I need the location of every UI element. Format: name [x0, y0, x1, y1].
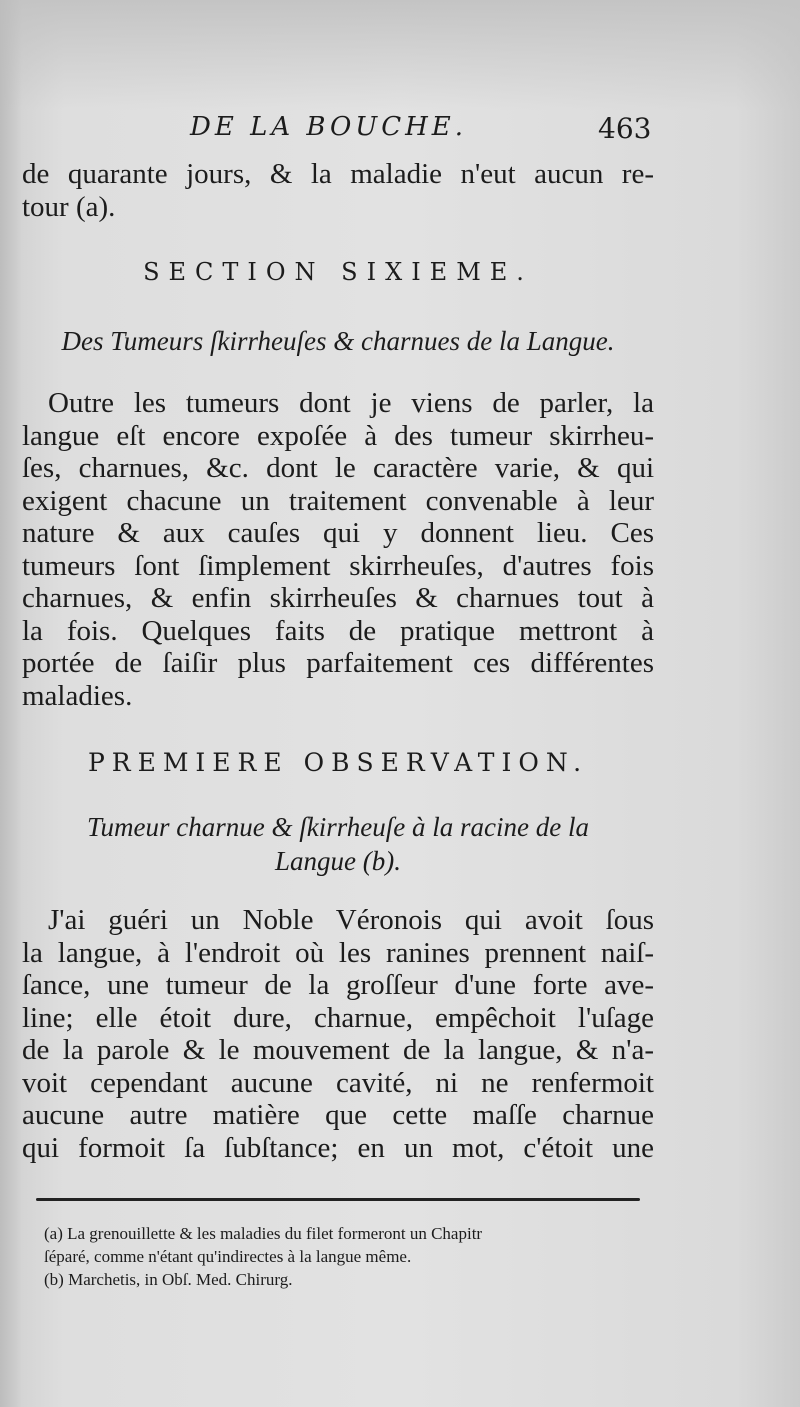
section-paragraph [22, 387, 654, 712]
text-line: nature & aux cauſes qui y donnent lieu. Ces [22, 517, 654, 549]
text-line: tour (a). [22, 190, 116, 223]
section-heading: SECTION SIXIEME. [143, 258, 533, 286]
footnote-line: ſéparé, comme n'étant qu'indirectes à la langue même. [44, 1247, 412, 1266]
text-line: tumeurs ſont ſimplement skirrheuſes, d'autres fois [22, 549, 654, 582]
footnote-line: (b) Marchetis, in Obſ. Med. Chirurg. [44, 1270, 293, 1289]
text-line: line; elle étoit dure, charnue, empêchoit l'uſage [22, 1001, 654, 1034]
continuation-text [22, 158, 654, 223]
running-head: DE LA BOUCHE. [190, 112, 468, 142]
text-line: de quarante jours, & la maladie n'eut aucun re- [22, 158, 654, 190]
page-number: 463 [598, 112, 652, 145]
footnote-rule [36, 1198, 640, 1201]
text-line: J'ai guéri un Noble Véronois qui avoit ſous [48, 904, 654, 936]
text-line: la langue, à l'endroit où les ranines prennent naiſ- [22, 936, 654, 969]
text-line: Outre les tumeurs dont je viens de parler, la [48, 387, 654, 419]
text-line: charnues, & enfin skirrheuſes & charnues tout à [22, 582, 654, 614]
text-line: aucune autre matière que cette maſſe charnue [22, 1099, 654, 1131]
text-line: maladies. [22, 679, 133, 712]
text-line: ſance, une tumeur de la groſſeur d'une forte ave- [22, 969, 654, 1001]
subtitle-line: Langue (b). [275, 846, 401, 876]
text-line: qui formoit ſa ſubſtance; en un mot, c'étoit une [22, 1131, 654, 1164]
footnotes [44, 1222, 644, 1291]
text-line: la fois. Quelques faits de pratique mettront à [22, 614, 654, 647]
observation-subtitle [22, 810, 654, 878]
page-shadow-top [0, 0, 800, 110]
observation-heading: PREMIERE OBSERVATION. [87, 748, 589, 777]
text-line: de la parole & le mouvement de la langue, & n'a- [22, 1034, 654, 1066]
text-line: portée de ſaiſir plus parfaitement ces différentes [22, 647, 654, 679]
text-line: langue eſt encore expoſée à des tumeur skirrheu- [22, 419, 654, 452]
page-shadow-gutter [0, 0, 22, 1407]
footnote-line: (a) La grenouillette & les maladies du filet formeront un Chapitr [44, 1224, 483, 1243]
text-line: voit cependant aucune cavité, ni ne renfermoit [22, 1066, 654, 1099]
observation-paragraph [22, 904, 654, 1164]
section-subtitle: Des Tumeurs ſkirrheuſes & charnues de la Langue. [61, 326, 615, 356]
text-line: ſes, charnues, &c. dont le caractère varie, & qui [22, 452, 654, 484]
subtitle-line: Tumeur charnue & ſkirrheuſe à la racine de la [87, 812, 589, 842]
text-line: exigent chacune un traitement convenable à leur [22, 484, 654, 517]
